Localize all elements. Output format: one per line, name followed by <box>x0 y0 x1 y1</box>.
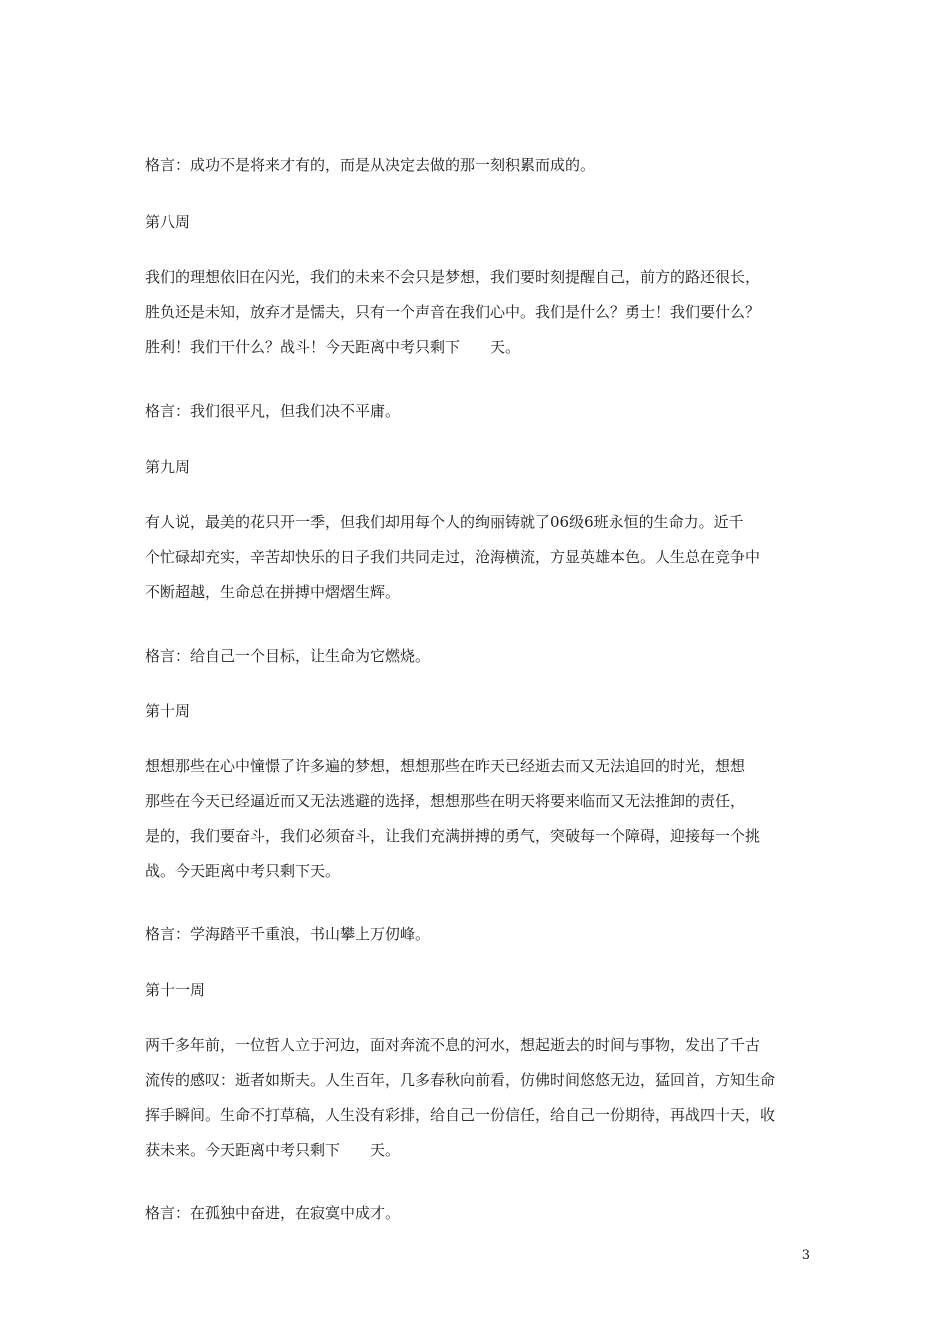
motto-4 <box>145 917 813 952</box>
week-11-line-3: 挥手瞬间。生命不打草稿，人生没有彩排，给自己一份信任，给自己一份期待，再战四十天，收 <box>145 1106 776 1124</box>
week-heading-9 <box>145 450 813 485</box>
week-11-line-4: 获未来。今天距离中考只剩下 天。 <box>145 1141 401 1159</box>
week-8-line-3: 胜利！我们干什么？战斗！今天距离中考只剩下 天。 <box>145 338 521 356</box>
week-10-line-1: 想想那些在心中憧憬了许多遍的梦想，想想那些在昨天已经逝去而又无法追回的时光，想想 <box>145 757 746 775</box>
week-heading-10 <box>145 694 813 729</box>
motto-4-line-1: 格言：学海踏平千重浪，书山攀上万仞峰。 <box>145 925 431 943</box>
week-heading-11-text: 第十一周 <box>145 981 206 999</box>
motto-3 <box>145 639 813 674</box>
week-11-line-1: 两千多年前，一位哲人立于河边，面对奔流不息的河水，想起逝去的时间与事物，发出了千古 <box>145 1036 761 1054</box>
motto-2 <box>145 394 813 429</box>
week-heading-10-text: 第十周 <box>145 702 191 720</box>
week-11-line-2: 流传的感叹：逝者如斯夫。人生百年，几多春秋向前看，仿佛时间悠悠无边，猛回首，方知生命 <box>145 1071 776 1089</box>
motto-1 <box>145 148 813 183</box>
week-11-paragraph <box>145 1028 813 1168</box>
motto-1-line-1: 格言：成功不是将来才有的，而是从决定去做的那一刻积累而成的。 <box>145 156 596 174</box>
week-10-line-4: 战。今天距离中考只剩下天。 <box>145 862 341 880</box>
week-9-line-1: 有人说，最美的花只开一季，但我们却用每个人的绚丽铸就了06级6班永恒的生命力。近千 <box>145 513 744 531</box>
week-9-line-2: 个忙碌却充实，辛苦却快乐的日子我们共同走过，沧海横流，方显英雄本色。人生总在竞争中 <box>145 548 761 566</box>
week-9-line-3: 不断超越，生命总在拼搏中熠熠生辉。 <box>145 583 401 601</box>
week-8-line-1: 我们的理想依旧在闪光，我们的未来不会只是梦想，我们要时刻提醒自己，前方的路还很长， <box>145 268 761 286</box>
motto-5 <box>145 1196 813 1231</box>
week-9-paragraph <box>145 505 813 610</box>
motto-3-line-1: 格言：给自己一个目标，让生命为它燃烧。 <box>145 647 431 665</box>
motto-2-line-1: 格言：我们很平凡，但我们决不平庸。 <box>145 402 401 420</box>
page-number: 3 <box>801 1248 810 1263</box>
week-10-line-2: 那些在今天已经逼近而又无法逃避的选择，想想那些在明天将要来临而又无法推卸的责任， <box>145 792 746 810</box>
week-heading-8 <box>145 205 813 240</box>
week-10-line-3: 是的，我们要奋斗，我们必须奋斗，让我们充满拼搏的勇气，突破每一个障碍，迎接每一个挑 <box>145 827 761 845</box>
week-10-paragraph <box>145 749 813 889</box>
week-8-line-2: 胜负还是未知，放弃才是懦夫，只有一个声音在我们心中。我们是什么？勇士！我们要什么？ <box>145 303 761 321</box>
week-8-paragraph <box>145 260 813 365</box>
week-heading-11 <box>145 973 813 1008</box>
week-heading-9-text: 第九周 <box>145 458 191 476</box>
motto-5-line-1: 格言：在孤独中奋进，在寂寞中成才。 <box>145 1204 401 1222</box>
week-heading-8-text: 第八周 <box>145 213 191 231</box>
